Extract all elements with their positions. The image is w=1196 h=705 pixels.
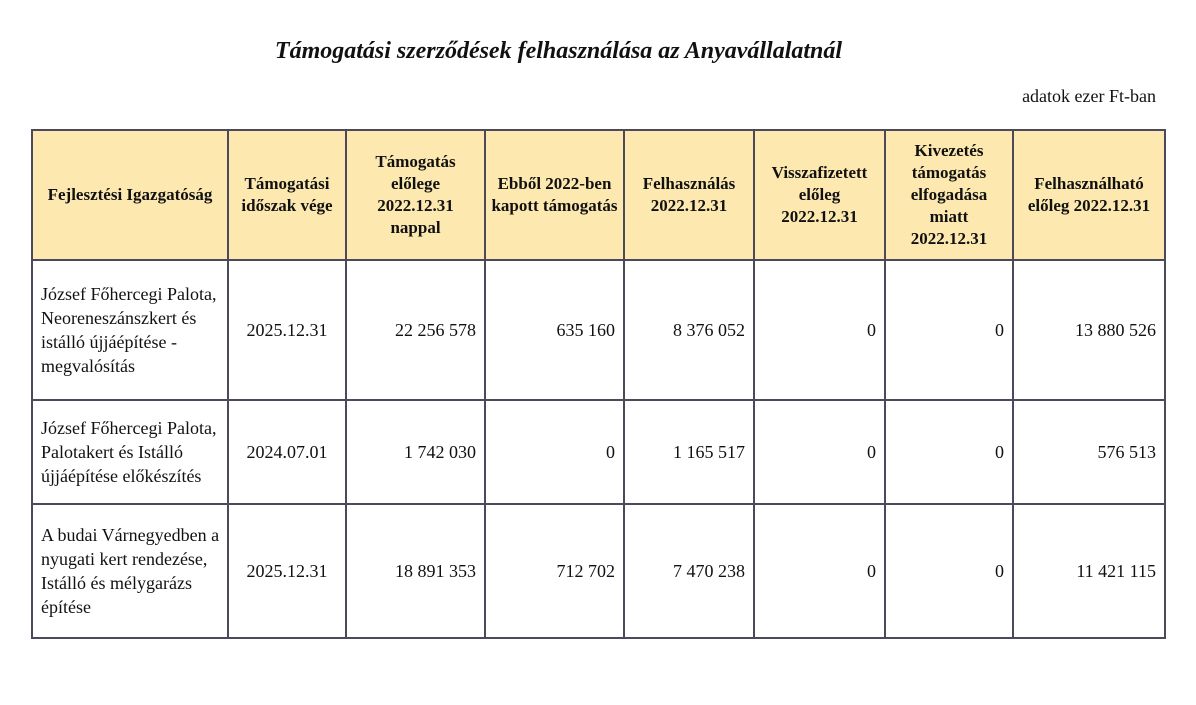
cell-period-end: 2025.12.31 <box>228 260 346 400</box>
cell-usable-advance: 576 513 <box>1013 400 1165 504</box>
table-row <box>32 260 1165 400</box>
header-usable-advance: Felhasználható előleg 2022.12.31 <box>1013 130 1165 260</box>
support-contracts-table <box>31 129 1166 639</box>
cell-project-name: József Főhercegi Palota, Neoreneszánszkert és istálló újjáépítése - megvalósítás <box>32 260 228 400</box>
header-derecognition: Kivezetés támogatás elfogadása miatt 2022.12.31 <box>885 130 1013 260</box>
cell-received-2022: 635 160 <box>485 260 624 400</box>
cell-usage: 1 165 517 <box>624 400 754 504</box>
cell-usable-advance: 11 421 115 <box>1013 504 1165 638</box>
cell-period-end: 2025.12.31 <box>228 504 346 638</box>
header-period-end: Támogatási időszak vége <box>228 130 346 260</box>
cell-period-end: 2024.07.01 <box>228 400 346 504</box>
header-usage: Felhasználás 2022.12.31 <box>624 130 754 260</box>
table-row <box>32 400 1165 504</box>
cell-derecognition: 0 <box>885 504 1013 638</box>
header-advance: Támogatás előlege 2022.12.31 nappal <box>346 130 485 260</box>
cell-received-2022: 0 <box>485 400 624 504</box>
header-directorate: Fejlesztési Igazgatóság <box>32 130 228 260</box>
cell-advance: 1 742 030 <box>346 400 485 504</box>
cell-repaid: 0 <box>754 504 885 638</box>
cell-received-2022: 712 702 <box>485 504 624 638</box>
cell-usable-advance: 13 880 526 <box>1013 260 1165 400</box>
cell-repaid: 0 <box>754 260 885 400</box>
cell-usage: 7 470 238 <box>624 504 754 638</box>
unit-note: adatok ezer Ft-ban <box>1022 86 1156 106</box>
cell-derecognition: 0 <box>885 400 1013 504</box>
cell-project-name: A budai Várnegyedben a nyugati kert rendezése, Istálló és mélygarázs építése <box>32 504 228 638</box>
cell-advance: 22 256 578 <box>346 260 485 400</box>
cell-project-name: József Főhercegi Palota, Palotakert és Istálló újjáépítése előkészítés <box>32 400 228 504</box>
header-received-2022: Ebből 2022-ben kapott támogatás <box>485 130 624 260</box>
page-title: Támogatási szerződések felhasználása az Anyavállalatnál <box>274 38 843 64</box>
cell-derecognition: 0 <box>885 260 1013 400</box>
cell-repaid: 0 <box>754 400 885 504</box>
table-header-row <box>32 130 1165 260</box>
table-row <box>32 504 1165 638</box>
cell-usage: 8 376 052 <box>624 260 754 400</box>
header-repaid: Visszafizetett előleg 2022.12.31 <box>754 130 885 260</box>
cell-advance: 18 891 353 <box>346 504 485 638</box>
